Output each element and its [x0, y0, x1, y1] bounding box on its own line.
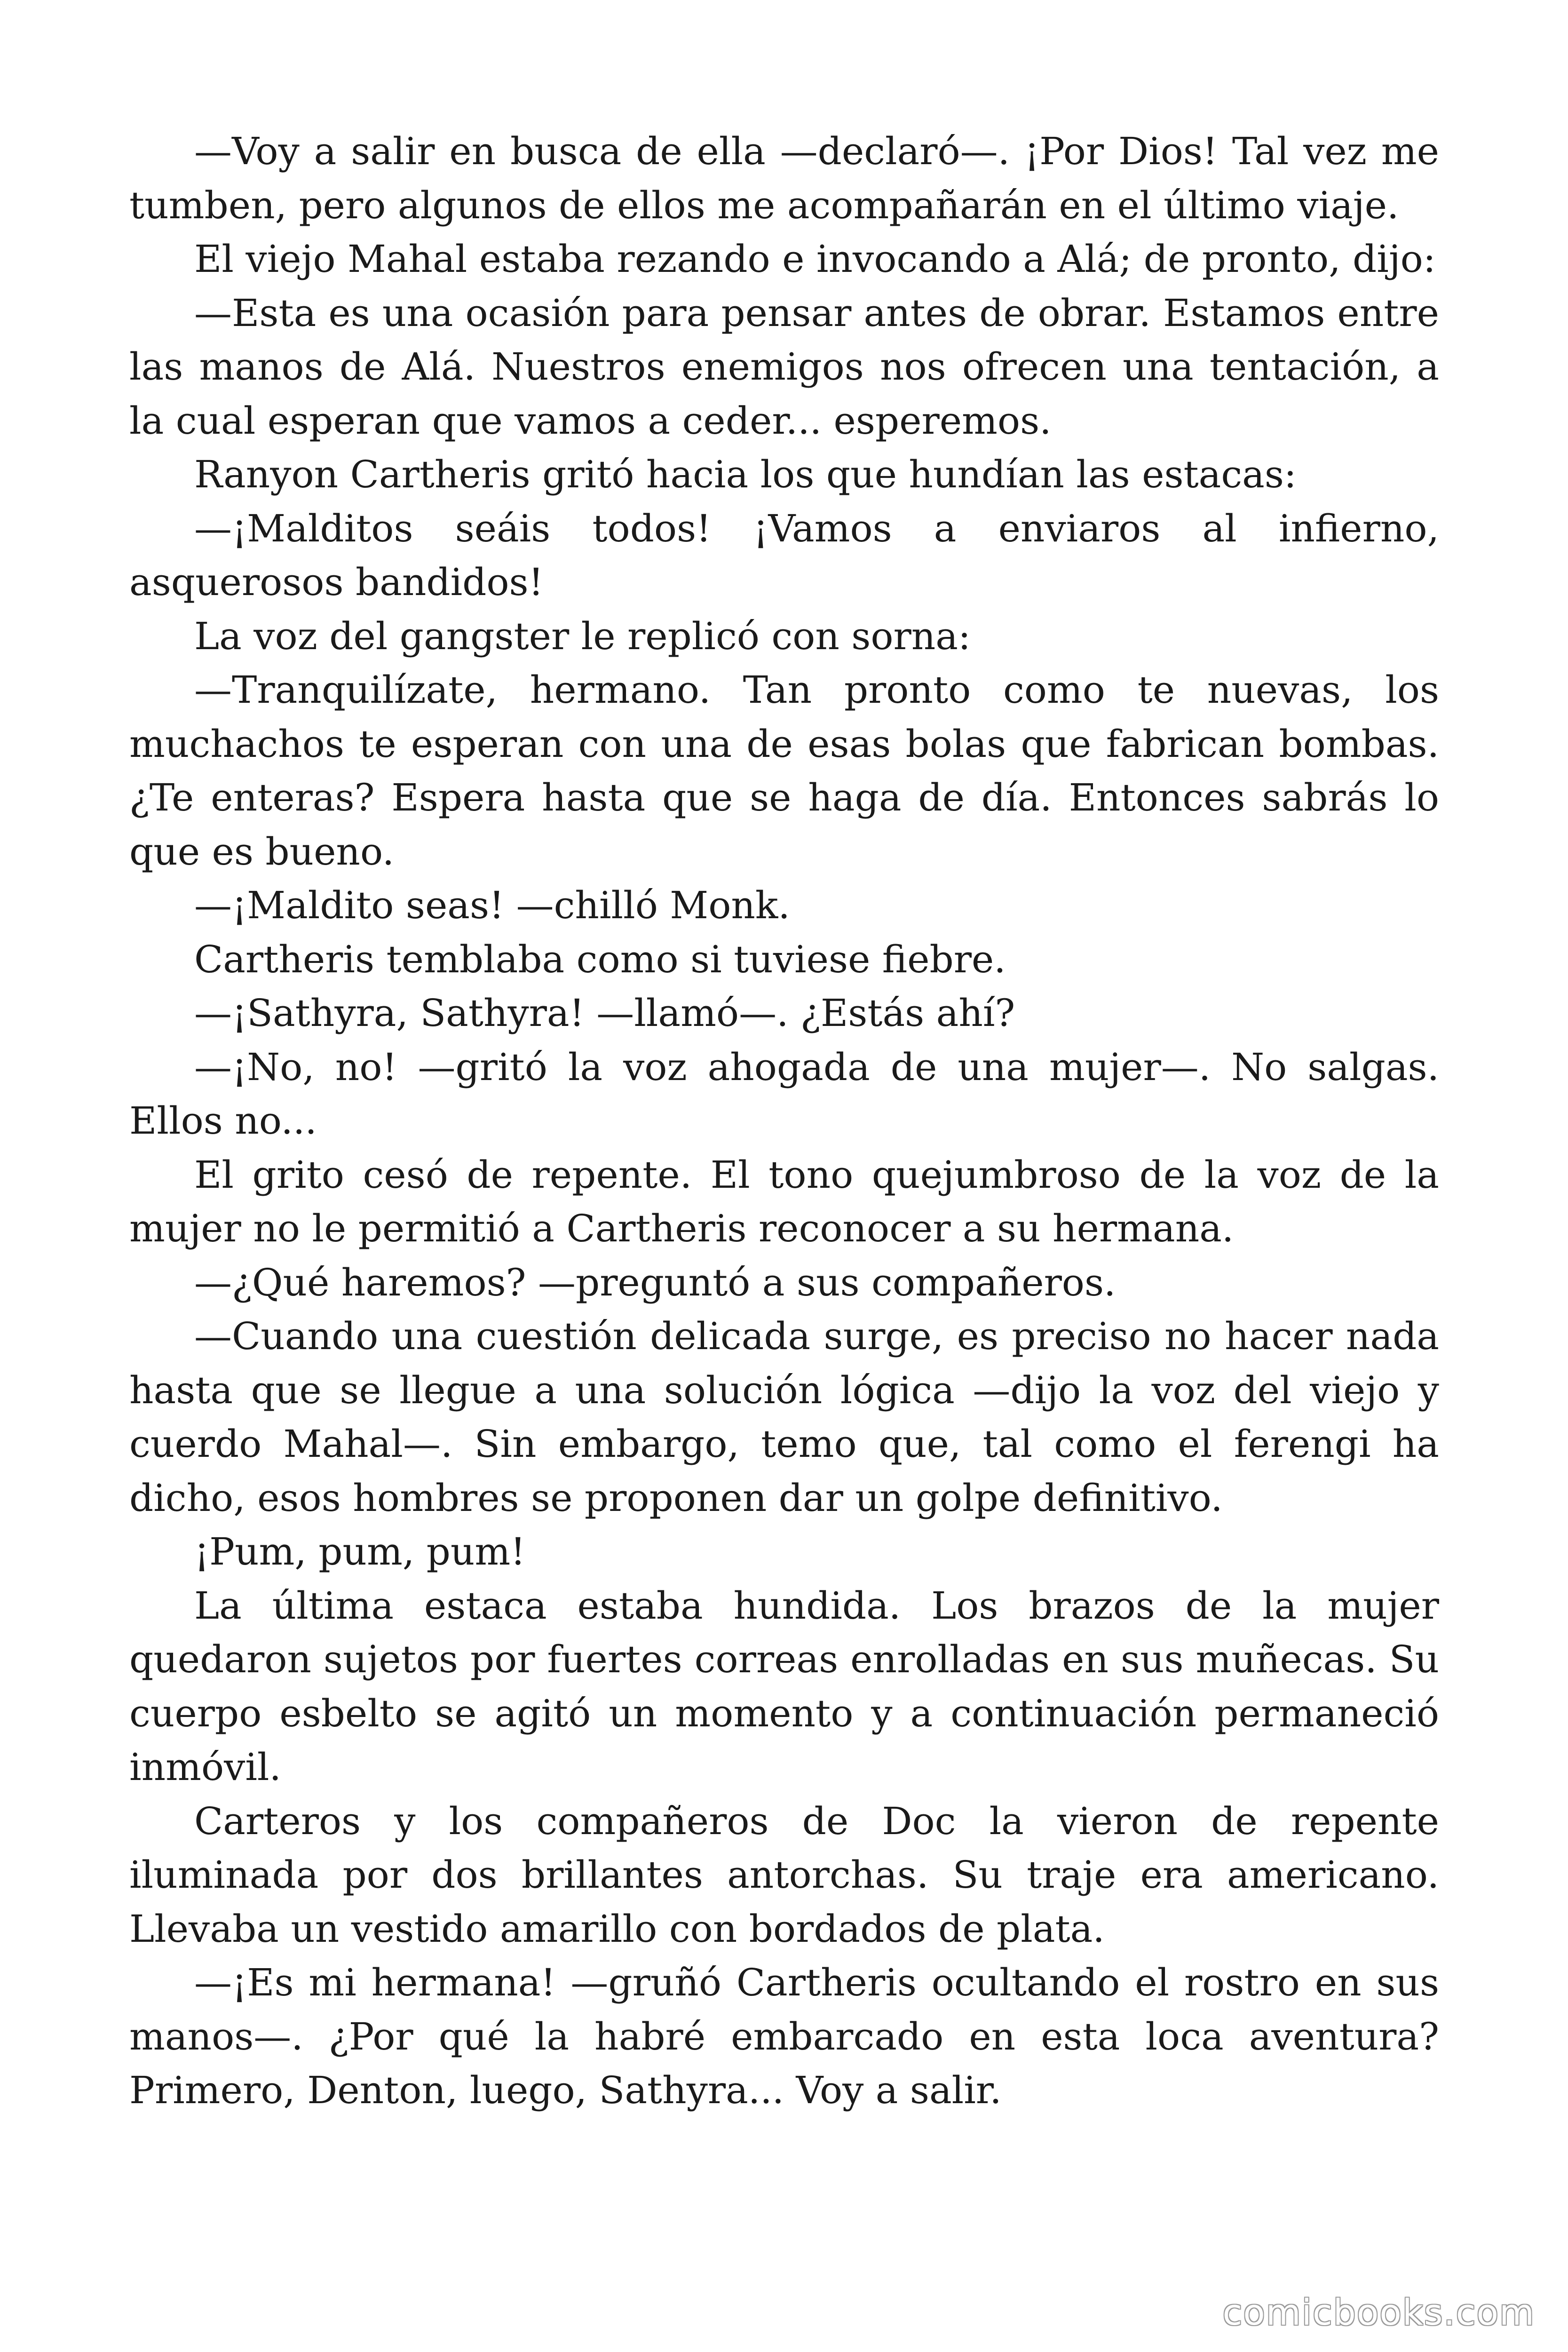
paragraph: —Voy a salir en busca de ella —declaró—. ¡Por Dios! Tal vez me tumben, pero algunos de ellos me acompañarán en el último viaje. — [129, 129, 1439, 227]
paragraph: La última estaca estaba hundida. Los brazos de la mujer quedaron sujetos por fuertes correas enrolladas en sus muñecas. Su cuerpo esbelto se agitó un momento y a continuación permaneció inmóvil. — [129, 1583, 1439, 1789]
paragraph: Cartheris temblaba como si tuviese fiebre. — [194, 937, 1006, 981]
paragraph: El viejo Mahal estaba rezando e invocando a Alá; de pronto, dijo: — [194, 237, 1436, 281]
paragraph: La voz del gangster le replicó con sorna: — [194, 614, 971, 658]
paragraph: —Cuando una cuestión delicada surge, es preciso no hacer nada hasta que se llegue a una solución lógica —dijo la voz del viejo y cuerdo Mahal—. Sin embargo, temo que, tal como el ferengi ha dicho, esos hombres se proponen dar un golpe definitivo. — [129, 1314, 1439, 1520]
paragraph: —Esta es una ocasión para pensar antes de obrar. Estamos entre las manos de Alá. Nuestros enemigos nos ofrecen una tentación, a la cual esperan que vamos a ceder... esperemos. — [129, 291, 1439, 443]
paragraph: —¡Es mi hermana! —gruñó Cartheris ocultando el rostro en sus manos—. ¿Por qué la habré embarcado en esta loca aventura? Primero, Denton, luego, Sathyra... Voy a salir. — [129, 1961, 1439, 2112]
paragraph: —Tranquilízate, hermano. Tan pronto como te nuevas, los muchachos te esperan con una de esas bolas que fabrican bombas. ¿Te enteras? Espera hasta que se haga de día. Entonces sabrás lo que es bueno. — [129, 668, 1439, 874]
paragraph: —¡Malditos seáis todos! ¡Vamos a enviaros al infierno, asquerosos bandidos! — [129, 506, 1439, 604]
paragraph: —¿Qué haremos? —preguntó a sus compañeros. — [194, 1260, 1116, 1304]
body-text — [129, 125, 1439, 2118]
paragraph: —¡Maldito seas! —chilló Monk. — [194, 883, 790, 927]
paragraph: Ranyon Cartheris gritó hacia los que hundían las estacas: — [194, 453, 1297, 496]
paragraph: Carteros y los compañeros de Doc la vieron de repente iluminada por dos brillantes antorchas. Su traje era americano. Llevaba un vestido amarillo con bordados de plata. — [129, 1799, 1439, 1951]
paragraph: ¡Pum, pum, pum! — [194, 1530, 526, 1573]
paragraph: —¡Sathyra, Sathyra! —llamó—. ¿Estás ahí? — [194, 991, 1015, 1035]
paragraph: El grito cesó de repente. El tono quejumbroso de la voz de la mujer no le permitió a Cartheris reconocer a su hermana. — [129, 1152, 1439, 1250]
paragraph: —¡No, no! —gritó la voz ahogada de una mujer—. No salgas. Ellos no... — [129, 1045, 1439, 1143]
watermark: comicbooks.com — [1222, 2291, 1535, 2333]
